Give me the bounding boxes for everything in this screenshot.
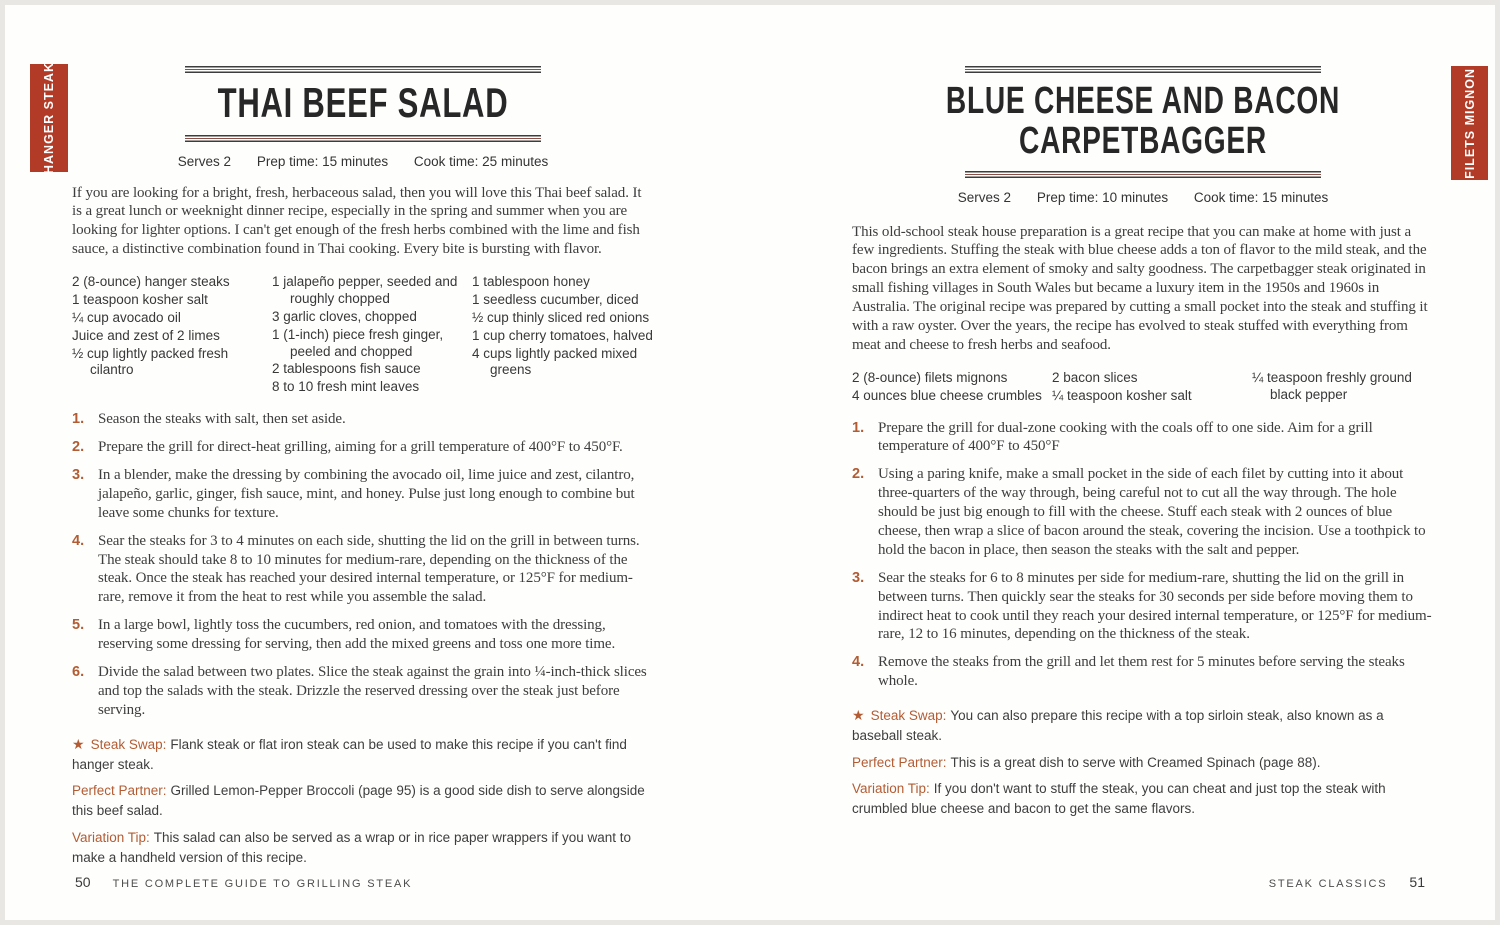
ingredients-column [472,274,654,397]
section-tab-filets-mignon [1451,66,1488,180]
tips-list [72,734,654,869]
tip-label: Steak Swap: [90,736,167,752]
tip-text: Grilled Lemon-Pepper Broccoli (page 95) is a good side dish to serve alongside this beef salad. [72,783,645,819]
step-text: Prepare the grill for dual-zone cooking with the coals off to one side. Aim for a grill temperature of 400°F to 450°F [878,419,1373,455]
recipe-page-right [852,60,1434,824]
ingredients-column [1252,370,1434,406]
prep-time-label: Prep time: 15 minutes [256,153,389,169]
step-row [72,532,654,608]
ingredient-item: 2 (8-ounce) filets mignons [852,369,1008,385]
tip-row [852,778,1434,820]
tip-row [72,827,654,869]
decorative-rule [185,135,541,142]
ingredient-item: 1 seedless cucumber, diced [472,291,639,307]
step-row [72,616,654,654]
ingredients-grid [852,370,1434,406]
step-text: Season the steaks with salt, then set aside. [98,411,346,428]
book-title-footer: THE COMPLETE GUIDE TO GRILLING STEAK [112,878,413,890]
page-number: 50 [75,874,91,890]
footer-left [75,874,412,890]
step-text: Sear the steaks for 3 to 4 minutes on each side, shutting the lid on the grill in between turns. The steak should take 8 to 10 minutes for medium-rare, depending on the thickness of the steak. Once the steak has reached your desired internal temperature, or 125°F for medium-rare, remove it from the heat to rest while you assemble the salad. [98,532,640,606]
tip-row [72,734,654,776]
tip-text: This is a great dish to serve with Creamed Spinach (page 88). [950,754,1321,770]
ingredient-item: 4 cups lightly packed mixed greens [472,345,638,378]
step-number: 3. [72,466,85,483]
ingredient-item: 1 (1-inch) piece fresh ginger, peeled and chopped [272,326,444,359]
step-number: 5. [72,617,85,634]
ingredients-column [272,274,472,397]
ingredient-item: ½ cup lightly packed fresh cilantro [72,345,229,378]
step-text: In a large bowl, lightly toss the cucumbers, red onion, and tomatoes with the dressing, reserving some dressing for serving, then add the mixed greens and toss one more time. [98,617,616,653]
section-tab-hanger-steak [30,62,68,175]
tip-label: Variation Tip: [852,780,930,796]
ingredient-item: 1 tablespoon honey [472,274,590,290]
steps-list [852,419,1434,692]
recipe-meta [852,190,1434,205]
ingredient-item: 8 to 10 fresh mint leaves [272,379,420,395]
recipe-title [852,81,1434,162]
tips-list [852,705,1434,819]
tip-row [852,705,1434,747]
decorative-rule [965,171,1321,178]
tip-text: Flank steak or flat iron steak can be used to make this recipe if you can't find hanger steak. [72,736,627,772]
step-number: 2. [72,439,85,456]
recipe-title-line: THAI BEEF SALAD [217,79,509,126]
serves-label: Serves 2 [957,189,1012,205]
ingredient-item: Juice and zest of 2 limes [72,327,220,343]
ingredient-item: 2 bacon slices [1052,369,1138,385]
step-number: 6. [72,664,85,680]
page-number: 51 [1409,874,1425,890]
step-text: Sear the steaks for 6 to 8 minutes per side for medium-rare, shutting the lid on the grill in between turns. Then quickly sear the steaks for 30 seconds per side before moving them to indirect heat to cook until they reach your desired internal temperature, or 125°F for medium-rare, 12 to 16 minutes, depending on the thickness of the steak. [878,569,1432,643]
footer-right [1269,874,1425,890]
ingredient-item: 2 tablespoons fish sauce [272,361,421,377]
tip-label: Steak Swap: [870,708,947,724]
ingredient-item: ¼ teaspoon freshly ground black pepper [1252,369,1412,402]
step-number: 1. [72,411,85,428]
recipe-title-line: CARPETBAGGER [1019,120,1267,163]
ingredient-item: 2 (8-ounce) hanger steaks [72,274,230,290]
ingredient-item: 1 teaspoon kosher salt [72,291,208,307]
cook-time-label: Cook time: 15 minutes [1193,189,1329,205]
tip-row [852,752,1434,773]
decorative-rule [965,66,1321,73]
step-text: In a blender, make the dressing by combining the avocado oil, lime juice and zest, cilantro, jalapeño, garlic, ginger, fish sauce, mint, and honey. Pulse just long enough to combine but leave some chunks for texture. [98,466,635,521]
step-text: Using a paring knife, make a small pocket in the side of each filet by cutting into it about three-quarters of the way through, being careful not to cut all the way through. The hole should be just big enough to fill with the cheese. Stuff each steak with 2 ounces of blue cheese, then wrap a slice of bacon around the steak, covering the incision. Use a toothpick to hold the bacon in place, then season the steaks with the salt and pepper. [878,466,1426,558]
recipe-page-left [72,60,654,873]
ingredients-column [1052,370,1252,406]
step-row [852,653,1434,691]
step-row [852,569,1434,645]
step-row [852,419,1434,457]
step-number: 3. [852,569,865,586]
tip-label: Perfect Partner: [72,783,167,799]
ingredient-item: 1 jalapeño pepper, seeded and roughly chopped [272,274,458,306]
step-row [72,438,654,457]
steps-list [72,410,654,719]
ingredient-item: 4 ounces blue cheese crumbles [852,387,1042,403]
step-number: 4. [852,654,865,671]
step-text: Remove the steaks from the grill and let them rest for 5 minutes before serving the steaks whole. [878,654,1405,690]
ingredient-item: 1 cup cherry tomatoes, halved [472,327,653,343]
step-text: Divide the salad between two plates. Slice the steak against the grain into ¼-inch-thick slices and top the salads with the steak. Drizzle the reserved dressing over the steak just before serving. [98,664,647,718]
step-number: 4. [72,532,85,549]
ingredients-grid [72,274,654,397]
section-tab-label: FILETS MIGNON [1462,67,1477,179]
recipe-intro: This old-school steak house preparation is a great recipe that you can make at home with just a few ingredients. Stuffing the steak with blue cheese adds a ton of flavor to the mild steak, and the bacon brings an extra element of smoky and salty goodness. The carpetbagger steak originated in small fishing villages in South Wales but became a luxury item in the 1950s and 1960s in Australia. The original recipe was prepared by cutting a small pocket into the steak and stuffing it with a raw oyster. Over the years, the recipe has evolved to steak stuffed with everything from meat and cheese to fresh herbs and seafood. [852,223,1428,353]
step-number: 1. [852,419,865,436]
ingredient-item: 3 garlic cloves, chopped [272,308,417,324]
ingredients-column [72,274,272,397]
step-row [852,465,1434,559]
ingredients-column [852,370,1052,406]
step-row [72,663,654,720]
tip-row [72,780,654,822]
step-text: Prepare the grill for direct-heat grilling, aiming for a grill temperature of 400°F to 450°F. [98,439,623,456]
serves-label: Serves 2 [177,153,232,169]
ingredient-item: ¼ cup avocado oil [72,309,181,325]
decorative-rule [185,66,541,73]
step-number: 2. [852,466,865,483]
chapter-title-footer: STEAK CLASSICS [1268,878,1388,890]
section-tab-label: HANGER STEAK [42,62,56,175]
recipe-meta [72,154,654,169]
tip-label: Variation Tip: [72,829,150,845]
recipe-title-line: BLUE CHEESE AND BACON [945,80,1341,122]
tip-text: This salad can also be served as a wrap or in rice paper wrappers if you want to make a handheld version of this recipe. [72,829,632,865]
star-icon: ★ [852,707,865,724]
tip-text: You can also prepare this recipe with a top sirloin steak, also known as a baseball steak. [852,708,1384,744]
prep-time-label: Prep time: 10 minutes [1036,189,1169,205]
recipe-intro: If you are looking for a bright, fresh, herbaceous salad, then you will love this Thai beef salad. It is a great lunch or weeknight dinner recipe, especially in the spring and summer when you are looking for lighter options. I can't get enough of the fresh herbs combined with the lime and fish sauce, a distinctive combination found in Thai cooking. Every bite is bursting with flavor. [72,184,642,258]
cook-time-label: Cook time: 25 minutes [413,153,549,169]
tip-label: Perfect Partner: [852,754,947,770]
step-row [72,410,654,429]
recipe-title [72,81,654,126]
tip-text: If you don't want to stuff the steak, you can cheat and just top the steak with crumbled blue cheese and bacon to get the same flavors. [852,780,1386,817]
ingredient-item: ¼ teaspoon kosher salt [1052,387,1192,403]
step-row [72,466,654,523]
star-icon: ★ [72,735,85,752]
ingredient-item: ½ cup thinly sliced red onions [472,309,650,325]
